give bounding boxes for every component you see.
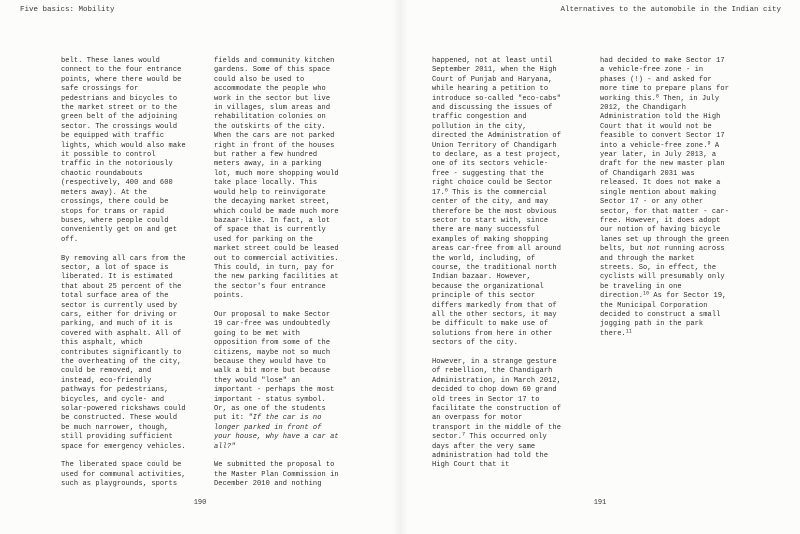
footnote-marker: 7	[462, 431, 466, 438]
left-page-column-1	[61, 57, 190, 499]
paragraph: By removing all cars from the sector, a lot of space is liberated. It is estimated that about 25 percent of the total surface area of the sector is currently used by cars, either for driving or parking, and much of it is covered with asphalt. All of this asphalt, which contributes significantly to the overheating of the city, could be removed, and instead, eco-friendly pathways for pedestrians, bicycles, and cycle- and solar-powered rickshaws could be constructed. These would be much narrower, though, still providing sufficient space for emergency vehicles.	[61, 254, 186, 451]
page-number-right: 191	[593, 499, 607, 507]
running-header-right: Alternatives to the automobile in the Indian city	[560, 6, 781, 14]
right-page-column-1	[432, 57, 564, 480]
footnote-marker: 11	[625, 328, 632, 335]
paragraph: We submitted the proposal to the Master Plan Commission in December 2010 and nothing	[214, 461, 339, 489]
left-page-column-2	[214, 57, 343, 499]
paragraph: fields and community kitchen gardens. Some of this space could also be used to accommodate the people who work in the sector but live in villages, slum areas and rehabilitation colonies on the outskirts of the city. When the cars are not parked right in front of the houses but rather a few hundred meters away, in a parking lot, much more shopping would take place locally. This would help to reinvigorate the decaying market street, which could be made much more bazaar-like. In fact, a lot of space that is currently used for parking on the market street could be leased out to commercial activities. This could, in turn, pay for the new parking facilities at the sector's four entrance points.	[214, 57, 339, 301]
paragraph: had decided to make Sector 17 a vehicle-free zone - in phases (!) - and asked for more time to prepare plans for working this.$^8$ Then, in July 2012, the Chandigarh Administration told the High Court that it would not be feasible to convert Sector 17 into a vehicle-free zone.$^9$ A year later, in July 2013, a draft for the new master plan of Chandigarh 2031 was released. It does not make a single mention about making Sector 17 - or any other sector, for that matter - car-free. However, it does adopt our notion of having bicycle lanes set up through the green belts, but not running across and through the market streets. So, in effect, the cyclists will presumably only be traveling in one direction.$^{10}$ As for Sector 19, the Municipal Corporation decided to construct a small jogging path in the park there.$^{11}$	[600, 57, 730, 338]
paragraph: However, in a strange gesture of rebellion, the Chandigarh Administration, in March 2012, decided to chop down 60 grand old trees in Sector 17 to facilitate the construction of an overpass for motor transport in the middle of the sector.$^7$ This occurred only days after the very same administration had told the High Court that it	[432, 357, 562, 470]
right-page-column-2	[600, 57, 732, 349]
footnote-marker: 8	[655, 93, 659, 100]
paragraph: The liberated space could be used for communal activities, such as playgrounds, sports	[61, 461, 186, 489]
footnote-marker: 10	[643, 290, 650, 297]
paragraph: happened, not at least until September 2011, when the High Court of Punjab and Haryana, while hearing a petition to introduce so-called "eco-cabs" and discussing the issues of traffic congestion and pollution in the city, directed the Administration of Union Territory of Chandigarh to declare, as a test project, one of its sectors vehicle-free - suggesting that the right choice could be Sector 17.$^6$ This is the commercial center of the city, and may therefore be the most obvious sector to start with, since there are many successful examples of making shopping areas car-free from all around the world, including, of course, the traditional north Indian bazaar. However, because the organizational principle of this sector differs markedly from that of all the other sectors, it may be difficult to make use of solutions from here in other sectors of the city.	[432, 57, 562, 348]
page-gutter	[392, 0, 408, 534]
paragraph: Our proposal to make Sector 19 car-free was undoubtedly going to be met with opposition from some of the citizens, maybe not so much because they would have to walk a bit more but because they would "lose" an important - perhaps the most important - status symbol. Or, as one of the students put it: "If the car is no longer parked in front of your house, why have a car at all?"	[214, 310, 339, 451]
footnote-marker: 9	[707, 140, 711, 147]
page-number-left: 190	[193, 499, 207, 507]
running-header-left: Five basics: Mobility	[20, 6, 115, 14]
footnote-marker: 6	[444, 187, 448, 194]
paragraph: belt. These lanes would connect to the four entrance points, where there would be safe crossings for pedestrians and bicycles to the market street or to the green belt of the adjoining sector. The crossings would be equipped with traffic lights, which would also make it possible to control traffic in the notoriously chaotic roundabouts (respectively, 400 and 600 meters away). At the crossings, there could be stops for trams or rapid buses, where people could conveniently get on and get off.	[61, 57, 186, 244]
